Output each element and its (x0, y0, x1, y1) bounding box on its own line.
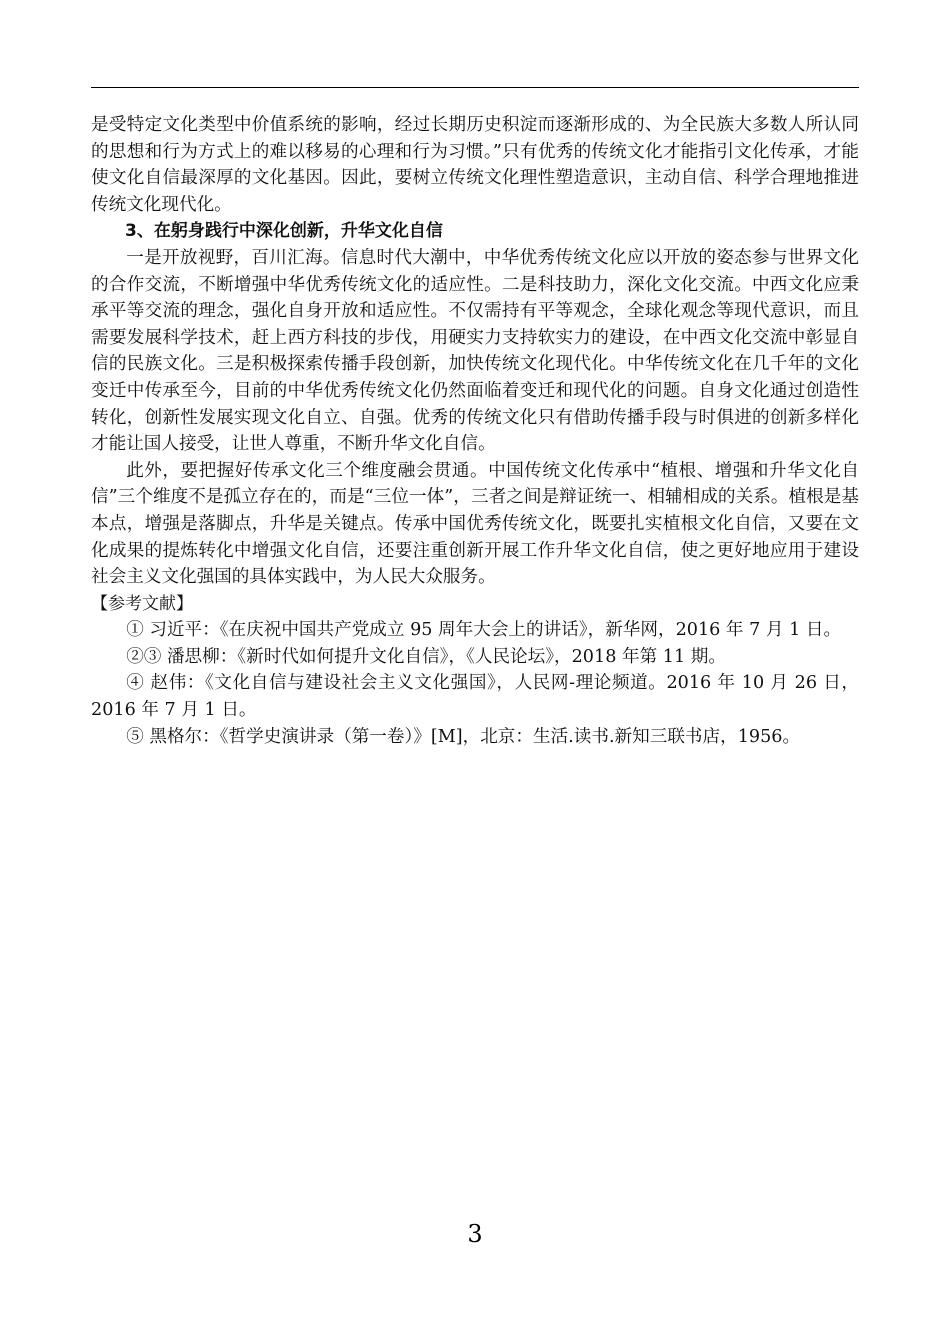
paragraph: 一是开放视野，百川汇海。信息时代大潮中，中华优秀传统文化应以开放的姿态参与世界文化的合作交流，不断增强中华优秀传统文化的适应性。二是科技助力，深化文化交流。中西文化应秉承平等交流的理念，强化自身开放和适应性。不仅需持有平等观念，全球化观念等现代意识，而且需要发展科学技术，赶上西方科技的步伐，用硬实力支持软实力的建设，在中西文化交流中彰显自信的民族文化。三是积极探索传播手段创新，加快传统文化现代化。中华传统文化在几千年的文化变迁中传承至今，目前的中华优秀传统文化仍然面临着变迁和现代化的问题。自身文化通过创造性转化，创新性发展实现文化自立、自强。优秀的传统文化只有借助传播手段与时俱进的创新多样化才能让国人接受，让世人尊重，不断升华文化自信。 (91, 247, 859, 455)
body-text (91, 112, 859, 750)
header-rule (91, 87, 859, 88)
reference-item: ④ 赵伟：《文化自信与建设社会主义文化强国》，人民网-理论频道。2016 年 10 月 26 日，2016 年 7 月 1 日。 (91, 673, 859, 721)
section-heading: 3、在躬身践行中深化创新，升华文化自信 (125, 221, 443, 242)
reference-item: ⑤ 黑格尔：《哲学史演讲录（第一卷）》[M]，北京：生活.读书.新知三联书店，1956。 (126, 726, 801, 747)
paragraph-continuation: 是受特定文化类型中价值系统的影响，经过长期历史积淀而逐渐形成的、为全民族大多数人所认同的思想和行为方式上的难以移易的心理和行为习惯。”只有优秀的传统文化才能指引文化传承，才能使文化自信最深厚的文化基因。因此，要树立传统文化理性塑造意识，主动自信、科学合理地推进传统文化现代化。 (91, 115, 859, 215)
reference-item: ②③ 潘思柳：《新时代如何提升文化自信》，《人民论坛》，2018 年第 11 期。 (126, 646, 726, 667)
page-number: 3 (467, 1220, 483, 1248)
reference-item: ① 习近平：《在庆祝中国共产党成立 95 周年大会上的讲话》，新华网，2016 年 7 月 1 日。 (126, 620, 842, 641)
paragraph: 此外，要把握好传承文化三个维度融会贯通。中国传统文化传承中“植根、增强和升华文化自信”三个维度不是孤立存在的，而是“三位一体”，三者之间是辩证统一、相辅相成的关系。植根是基本点，增强是落脚点，升华是关键点。传承中国优秀传统文化，既要扎实植根文化自信，又要在文化成果的提炼转化中增强文化自信，还要注重创新开展工作升华文化自信，使之更好地应用于建设社会主义文化强国的具体实践中，为人民大众服务。 (91, 460, 859, 588)
references-title: 【参考文献】 (91, 593, 193, 614)
